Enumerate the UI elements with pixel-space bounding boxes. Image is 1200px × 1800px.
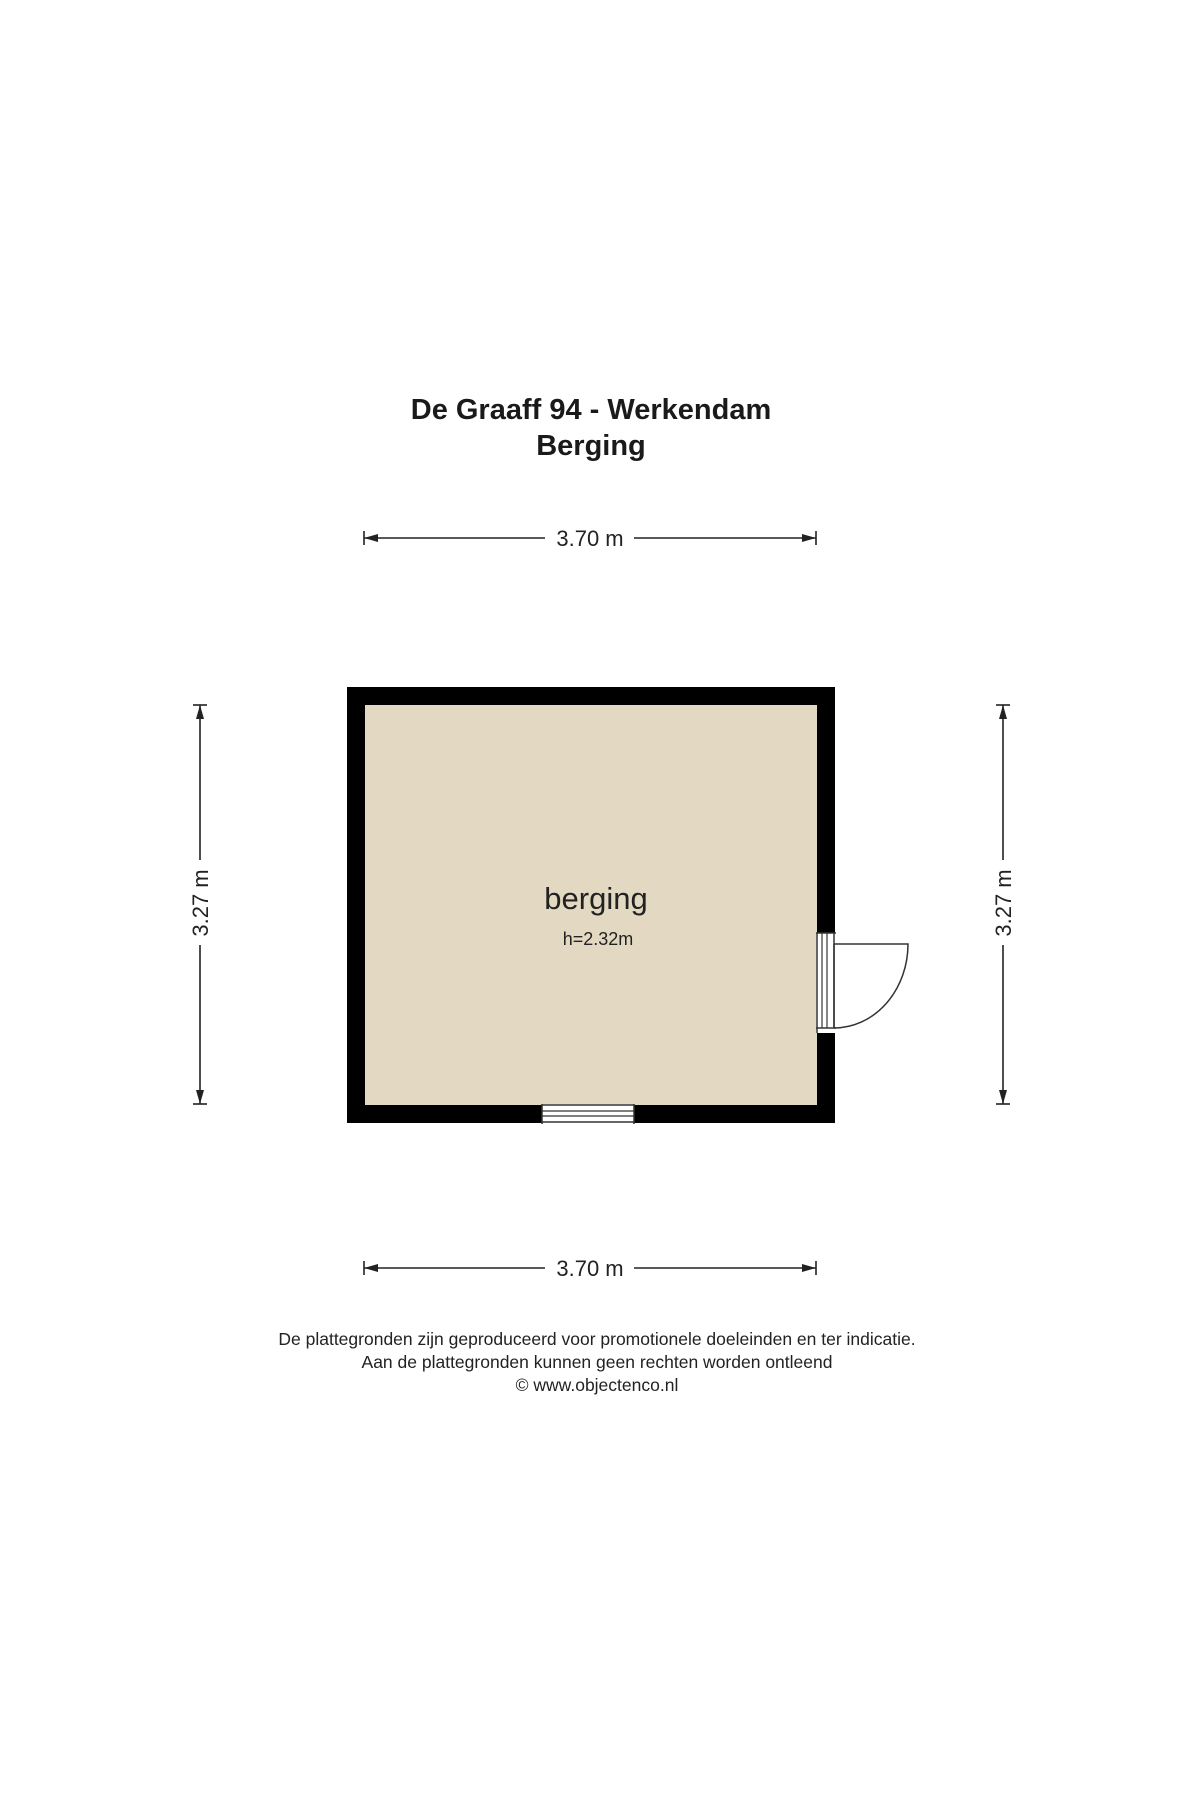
dimension-bottom bbox=[364, 1256, 816, 1281]
dimension-left bbox=[188, 705, 213, 1104]
dimension-right-label: 3.27 m bbox=[991, 869, 1016, 937]
dimension-left-label: 3.27 m bbox=[188, 869, 213, 937]
window-bottom bbox=[542, 1104, 634, 1124]
plan-title-address: De Graaff 94 - Werkendam bbox=[410, 394, 772, 426]
room-berging bbox=[347, 687, 908, 1124]
plan-title-floor: Berging bbox=[536, 430, 646, 462]
dimension-top bbox=[364, 526, 816, 551]
copyright-link[interactable]: © www.objectenco.nl bbox=[515, 1375, 679, 1395]
dimension-bottom-label: 3.70 m bbox=[556, 1256, 624, 1281]
dimension-right bbox=[991, 705, 1016, 1104]
room-name: berging bbox=[544, 881, 648, 916]
disclaimer-line-2: Aan de plattegronden kunnen geen rechten worden ontleend bbox=[361, 1352, 833, 1372]
disclaimer-line-1: De plattegronden zijn geproduceerd voor promotionele doeleinden en ter indicatie. bbox=[278, 1329, 916, 1349]
disclaimer bbox=[0, 1328, 1200, 1397]
room-height: h=2.32m bbox=[562, 929, 634, 949]
dimension-top-label: 3.70 m bbox=[556, 526, 624, 551]
door-right bbox=[816, 933, 908, 1033]
